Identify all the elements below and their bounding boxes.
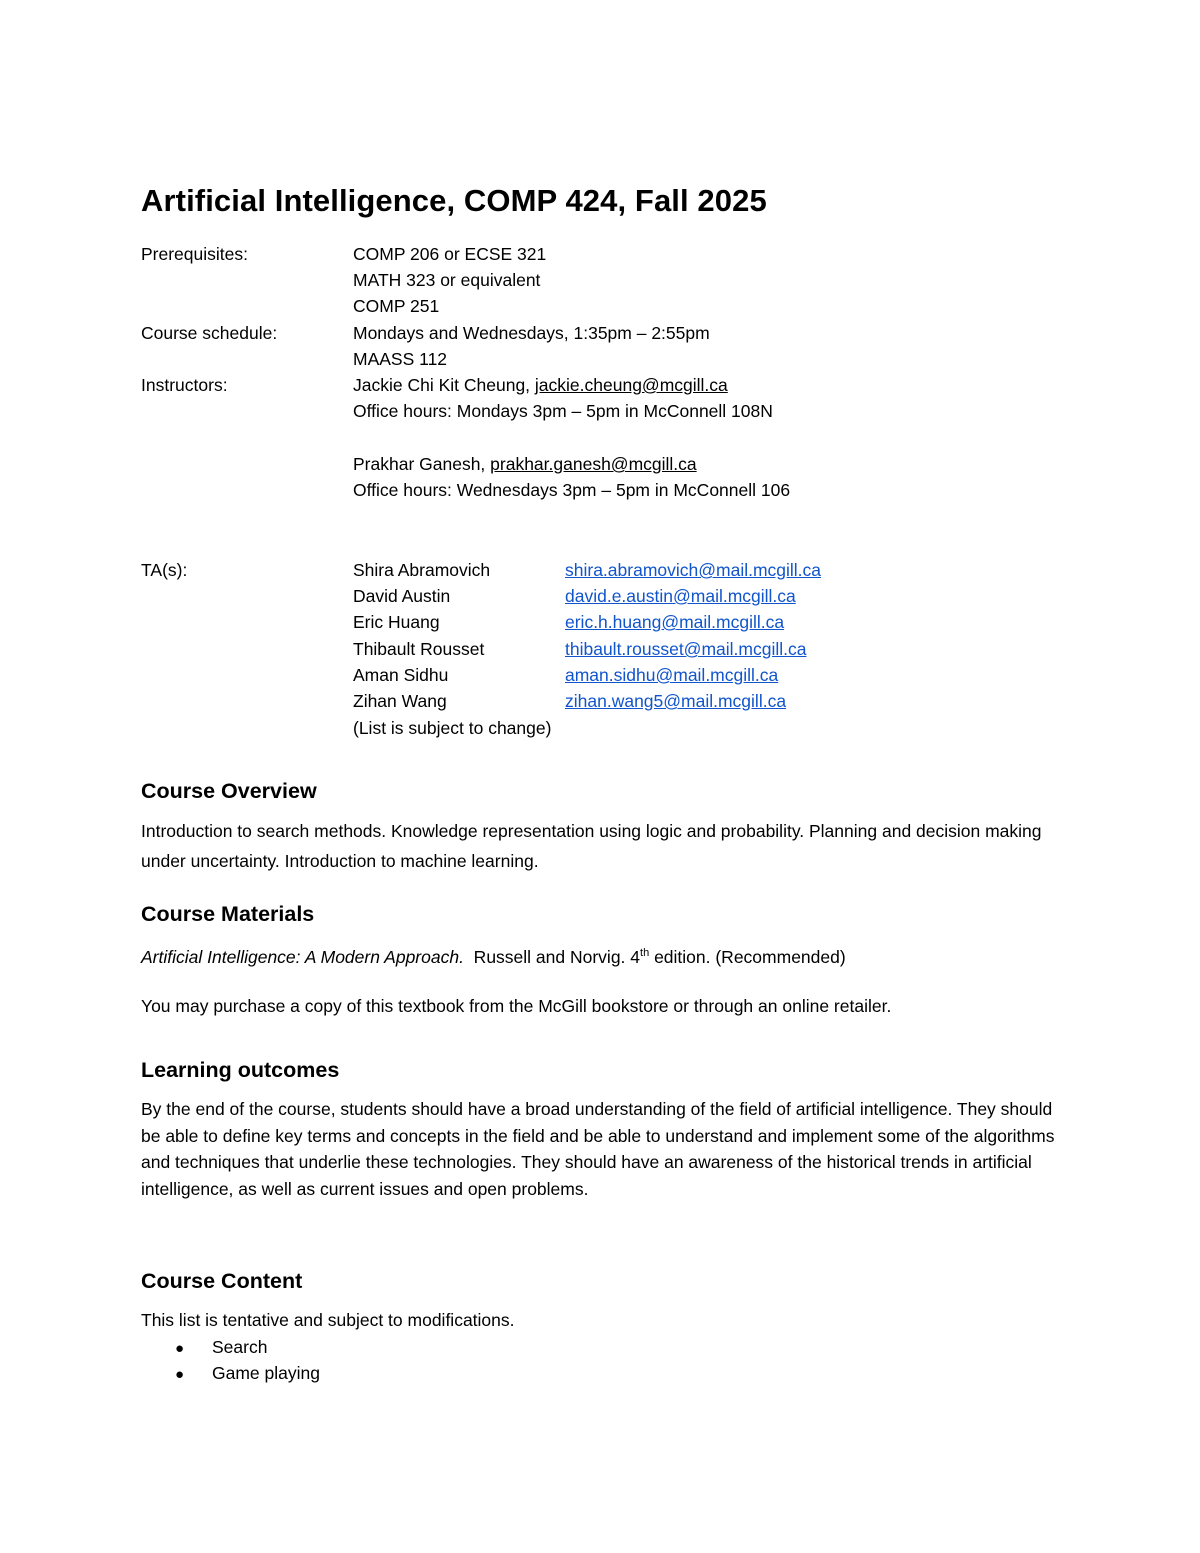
prereq-item: MATH 323 or equivalent	[353, 270, 541, 290]
overview-text: Introduction to search methods. Knowledge representation using logic and probability. Planning and decision making under uncertainty. Introduction to machine learning.	[141, 821, 1042, 871]
instructor-name: Prakhar Ganesh,	[353, 454, 491, 474]
ta-name: Thibault Rousset	[353, 639, 485, 659]
ta-email-link[interactable]: zihan.wang5@mail.mcgill.ca	[565, 691, 787, 711]
ta-list-note: (List is subject to change)	[353, 718, 552, 738]
textbook-title: Artificial Intelligence: A Modern Approach.	[141, 946, 464, 967]
bullet-icon: ●	[175, 1366, 185, 1383]
content-bullet-item: Search	[212, 1337, 268, 1357]
instructor-name: Jackie Chi Kit Cheung,	[353, 375, 535, 395]
instructor-email-link[interactable]: prakhar.ganesh@mcgill.ca	[490, 454, 697, 474]
ta-name: Eric Huang	[353, 612, 440, 632]
instructor-email-link[interactable]: jackie.cheung@mcgill.ca	[534, 375, 728, 395]
schedule-time: Mondays and Wednesdays, 1:35pm – 2:55pm	[353, 323, 710, 343]
ta-email-link[interactable]: david.e.austin@mail.mcgill.ca	[565, 586, 796, 606]
instructor-office-hours: Office hours: Wednesdays 3pm – 5pm in McConnell 106	[353, 480, 791, 500]
prereq-label: Prerequisites:	[141, 244, 248, 264]
ta-email-link[interactable]: eric.h.huang@mail.mcgill.ca	[565, 612, 785, 632]
materials-heading: Course Materials	[141, 902, 315, 926]
bullet-icon: ●	[175, 1340, 185, 1357]
prereq-item: COMP 206 or ECSE 321	[353, 244, 547, 264]
schedule-label: Course schedule:	[141, 323, 278, 343]
tas-label: TA(s):	[141, 560, 188, 580]
instructor-entry	[353, 453, 697, 475]
outcomes-heading: Learning outcomes	[141, 1058, 340, 1082]
content-intro: This list is tentative and subject to modifications.	[141, 1310, 515, 1330]
textbook-line	[141, 942, 846, 968]
ta-email-link[interactable]: thibault.rousset@mail.mcgill.ca	[565, 639, 807, 659]
prereq-item: COMP 251	[353, 296, 440, 316]
ta-email-link[interactable]: aman.sidhu@mail.mcgill.ca	[565, 665, 779, 685]
outcomes-text: By the end of the course, students should have a broad understanding of the field of artificial intelligence. They should be able to define key terms and concepts in the field and be able to understand and implement some of the algorithms and techniques that underlie these technologies. They should have an awareness of the historical trends in artificial intelligence, as well as current issues and open problems.	[141, 1099, 1055, 1199]
instructor-office-hours: Office hours: Mondays 3pm – 5pm in McConnell 108N	[353, 401, 773, 421]
ta-name: Zihan Wang	[353, 691, 447, 711]
textbook-authors: Russell and Norvig. 4	[463, 946, 641, 967]
schedule-room: MAASS 112	[353, 349, 448, 369]
ta-name: David Austin	[353, 586, 451, 606]
textbook-edition: edition. (Recommended)	[649, 946, 846, 967]
content-bullet-item: Game playing	[212, 1363, 320, 1383]
instructors-label: Instructors:	[141, 375, 228, 395]
ta-name: Shira Abramovich	[353, 560, 491, 580]
textbook-edition-sup: th	[640, 947, 650, 959]
instructor-entry	[353, 374, 728, 396]
overview-heading: Course Overview	[141, 779, 317, 803]
ta-name: Aman Sidhu	[353, 665, 449, 685]
ta-email-link[interactable]: shira.abramovich@mail.mcgill.ca	[565, 560, 822, 580]
page-title: Artificial Intelligence, COMP 424, Fall 2025	[141, 183, 767, 218]
content-heading: Course Content	[141, 1269, 303, 1293]
purchase-text: You may purchase a copy of this textbook from the McGill bookstore or through an online retailer.	[141, 996, 892, 1016]
